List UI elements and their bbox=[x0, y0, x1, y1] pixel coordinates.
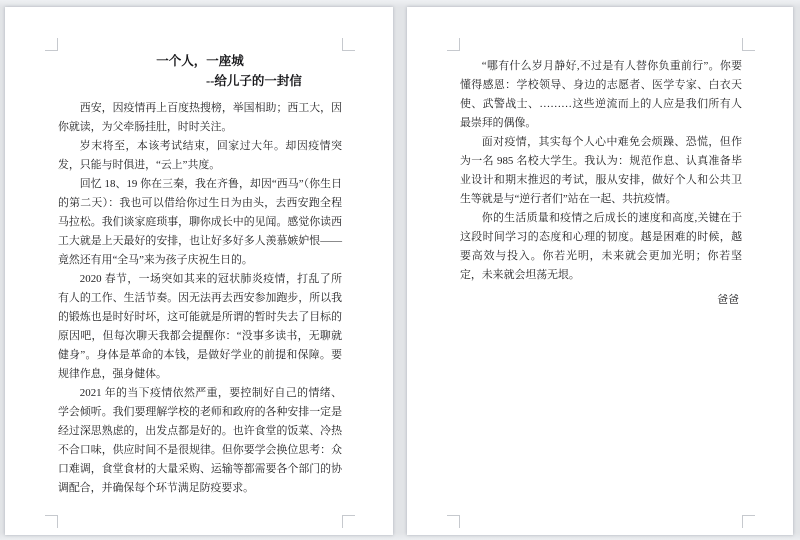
paragraph[interactable]: 西安，因疫情再上百度热搜榜，举国相助；西工大，因你就读，为父牵肠挂肚，时时关注。 bbox=[58, 102, 342, 133]
paragraph[interactable]: “哪有什么岁月静好,不过是有人替你负重前行”。你要懂得感恩：学校领导、身边的志愿者、医学专家、白衣天使、武警战士、………这些逆流而上的人应是我们所有人最崇拜的偶像。 bbox=[460, 60, 742, 129]
paragraph[interactable]: 你的生活质量和疫情之后成长的速度和高度,关键在于这段时间学习的态度和心理的韧度。越是困难的时候，越要高效与投入。你若光明，未来就会更加光明；你若坚定，未来就会坦荡无垠。 bbox=[460, 212, 742, 281]
paragraph[interactable]: 2020 春节，一场突如其来的冠状肺炎疫情，打乱了所有人的工作、生活节奏。因无法再去西安参加跑步，所以我的锻炼也是时好时坏，这可能就是所谓的暂时失去了目标的原因吧，但每次聊天我都会提醒你：“没事多读书，无聊就健身”。身体是革命的本钱，是做好学业的前提和保障。要规律作息，强身健体。 bbox=[58, 273, 342, 380]
margin-mark-bottom-left bbox=[45, 515, 58, 528]
paragraph[interactable]: 回忆 18、19 你在三秦，我在齐鲁，却因“西马”（你生日的第二天）：我也可以借给你过生日为由头，去西安跑全程马拉松。我们谈家庭琐事，聊你成长中的见闻。感觉你读西工大就是上天最好的安排，也让好多好多人羡慕嫉妒恨——竟然还有用“全马”来为孩子庆祝生日的。 bbox=[58, 178, 342, 266]
document-subtitle: --给儿子的一封信 bbox=[206, 74, 302, 88]
margin-mark-top-right bbox=[742, 38, 755, 51]
page-1[interactable] bbox=[5, 7, 393, 535]
page-2[interactable] bbox=[407, 7, 793, 535]
page-2-content bbox=[460, 51, 742, 310]
margin-mark-bottom-right bbox=[342, 515, 355, 528]
margin-mark-bottom-left bbox=[447, 515, 460, 528]
page-1-content bbox=[58, 51, 342, 498]
margin-mark-top-right bbox=[342, 38, 355, 51]
paragraph[interactable]: 岁末将至，本该考试结束，回家过大年。却因疫情突发，只能与时俱进，“云上”共度。 bbox=[58, 140, 342, 171]
page-1-text-area bbox=[58, 51, 342, 515]
document-title: 一个人，一座城 bbox=[156, 54, 244, 68]
margin-mark-bottom-right bbox=[742, 515, 755, 528]
paragraph[interactable]: 2021 年的当下疫情依然严重，要控制好自己的情绪、学会倾听。我们要理解学校的老师和政府的各种安排一定是经过深思熟虑的，出发点都是好的。也许食堂的饭菜、冷热不合口味，供应时间不是很规律。但你要学会换位思考：众口难调，食堂食材的大量采购、运输等都需要各个部门的协调配合，并确保每个环节满足防疫要求。 bbox=[58, 387, 342, 494]
page-2-text-area bbox=[460, 51, 742, 515]
paragraph[interactable]: 面对疫情，其实每个人心中难免会烦躁、恐慌，但作为一名 985 名校大学生。我认为：规范作息、认真准备毕业设计和期末推迟的考试，服从安排，做好个人和公共卫生等就是与“逆行者们”站在一起、共抗疫情。 bbox=[460, 136, 742, 205]
signature[interactable]: 爸爸 bbox=[717, 294, 739, 306]
margin-mark-top-left bbox=[45, 38, 58, 51]
margin-mark-top-left bbox=[447, 38, 460, 51]
